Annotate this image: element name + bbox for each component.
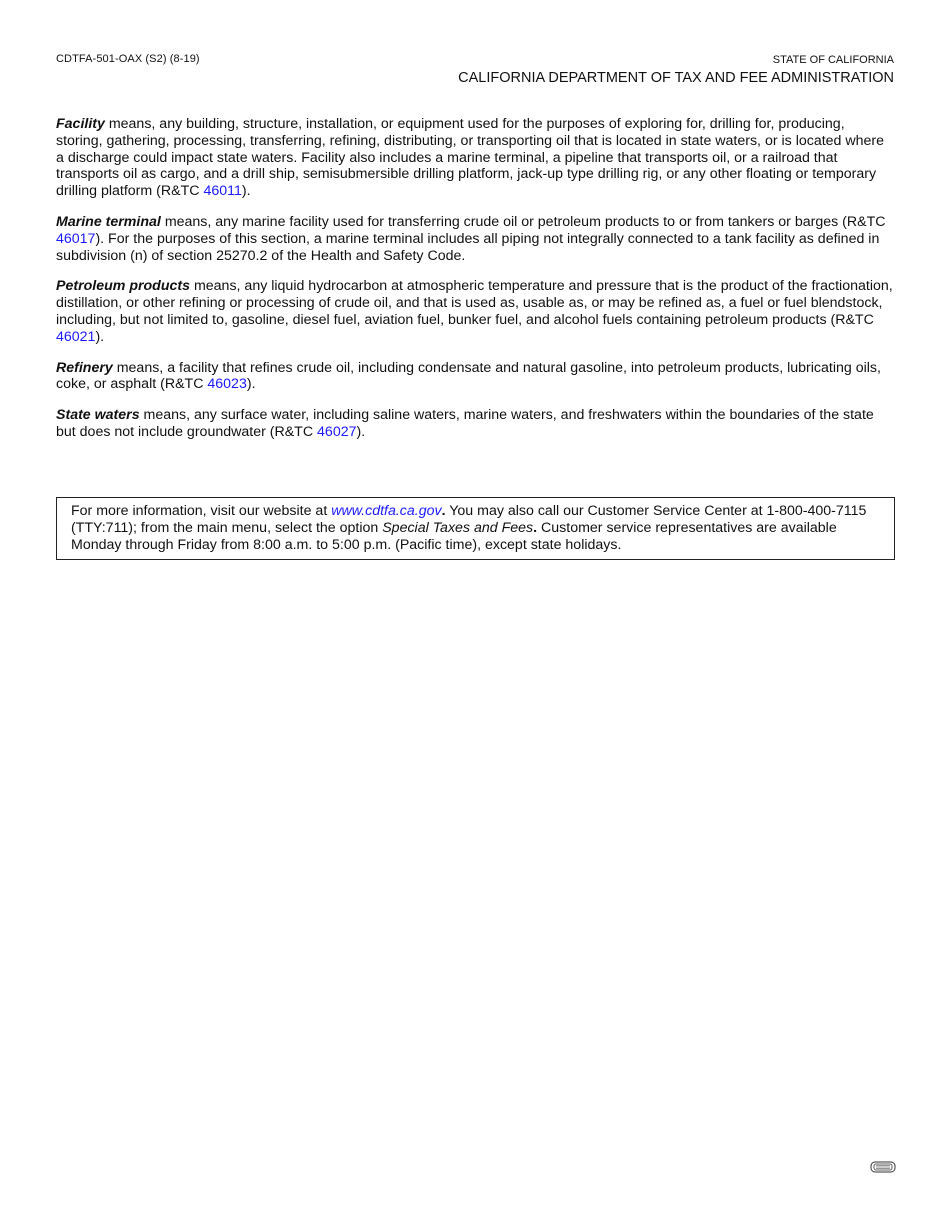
definition-term: Petroleum products [56, 278, 191, 295]
more-information-box [56, 497, 895, 560]
definition-text-end: ). [241, 183, 251, 200]
definition-term: Marine terminal [56, 213, 161, 230]
definition-text: means, any surface water, including saline waters, marine waters, and freshwaters within the boundaries of the state but does not include groundwater (R&TC [56, 407, 874, 440]
state-name: STATE OF CALIFORNIA [772, 54, 894, 66]
info-period: . [441, 503, 446, 519]
info-middle: You may also call our Customer Service Center at 1-800-400-7115 (TTY:711); from the main menu, select the option [71, 503, 867, 536]
definition-petroleum-products [56, 278, 894, 345]
definition-text: means, a facility that refines crude oil, including condensate and natural gasoline, into petroleum products, lubricating oils, coke, or asphalt (R&TC [56, 359, 881, 393]
definition-state-waters [56, 407, 894, 441]
department-name: CALIFORNIA DEPARTMENT OF TAX AND FEE ADMINISTRATION [458, 70, 894, 86]
definition-term: Refinery [56, 359, 113, 376]
menu-option-name: Special Taxes and Fees [382, 519, 534, 536]
website-link[interactable]: www.cdtfa.ca.gov [331, 503, 442, 519]
definition-text-end: ). [246, 376, 256, 393]
rtc-46017-link[interactable]: 46017 [56, 230, 96, 247]
definition-text-end: ). [95, 328, 105, 345]
definition-text: means, any building, structure, installation, or equipment used for the purposes of exploring for, drilling for, producing, storing, gathering, processing, transferring, refining, distributing, or transporting oil that is located in state waters, or is located where a discharge could impact state waters. Facility also includes a marine terminal, a pipeline that transports oil, or a railroad that transports oil as cargo, and a drill ship, semisubmersible drilling platform, jack-up type drilling rig, or any other floating or temporary drilling platform (R&TC [56, 116, 885, 200]
definition-text-end: ). [356, 423, 366, 440]
definition-facility [56, 116, 894, 200]
definition-text-end: ). For the purposes of this section, a marine terminal includes all piping not integrally connected to a tank facility as defined in subdivision (n) of section 25270.2 of the Health and Safety Code. [56, 230, 880, 264]
definition-text: means, any marine facility used for transferring crude oil or petroleum products to or from tankers or barges (R&TC [160, 213, 886, 230]
form-id: CDTFA-501-OAX (S2) (8-19) [56, 53, 200, 65]
agency-header [458, 53, 894, 87]
definition-term: Facility [56, 116, 105, 132]
recycled-paper-logo-icon [870, 1160, 896, 1174]
rtc-46027-link[interactable]: 46027 [317, 423, 357, 440]
info-intro: For more information, visit our website at [71, 503, 332, 519]
info-period: . [533, 519, 538, 536]
rtc-46023-link[interactable]: 46023 [207, 376, 247, 393]
definition-text: means, any liquid hydrocarbon at atmospheric temperature and pressure that is the product of the fractionation, distillation, or other refining or processing of crude oil, and that is used as, usable as, or may be refined as, a fuel or fuel blendstock, including, but not limited to, gasoline, diesel fuel, aviation fuel, bunker fuel, and alcohol fuels containing petroleum products (R&TC [56, 278, 893, 328]
definitions-section [56, 116, 894, 455]
definition-marine-terminal [56, 214, 894, 264]
definition-refinery [56, 360, 894, 394]
rtc-46021-link[interactable]: 46021 [56, 328, 96, 345]
definition-term: State waters [56, 407, 140, 424]
rtc-46011-link[interactable]: 46011 [203, 183, 242, 200]
info-end: Customer service representatives are available Monday through Friday from 8:00 a.m. to 5:00 p.m. (Pacific time), except state holidays. [71, 519, 837, 553]
